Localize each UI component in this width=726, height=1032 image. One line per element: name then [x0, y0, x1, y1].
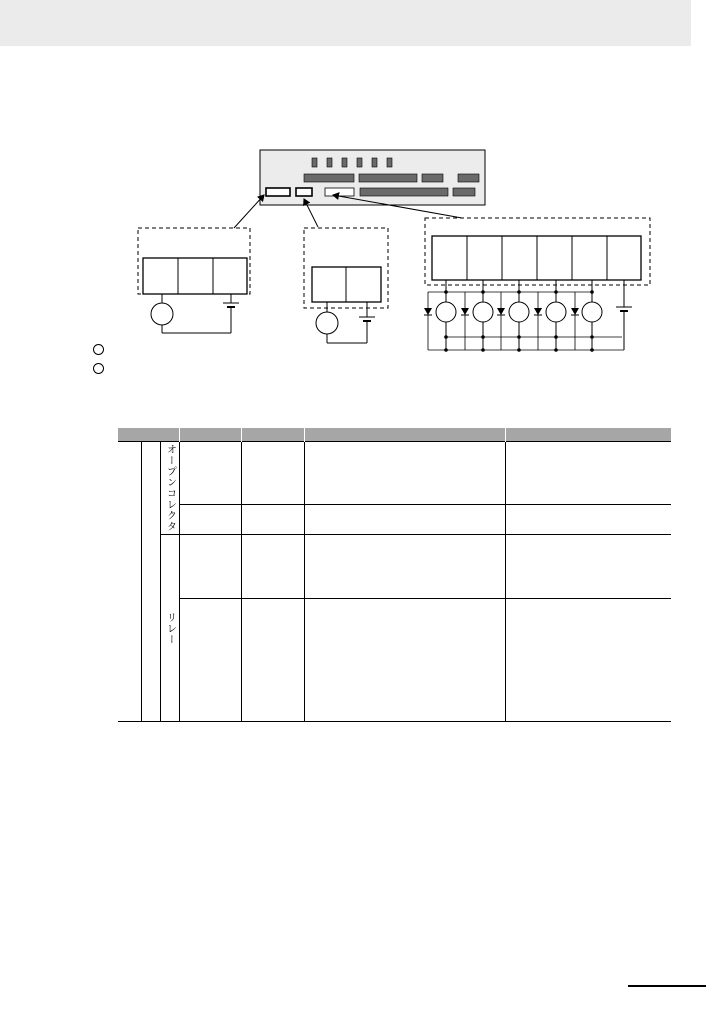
output-channel-4: [534, 280, 566, 352]
load-symbol: [151, 303, 173, 325]
output-channel-1: [424, 280, 456, 352]
open-collector-terminal-block: [325, 188, 354, 196]
inverter-panel: [260, 150, 485, 205]
relay-terminal-block: [266, 188, 290, 196]
table-cell: [179, 504, 241, 534]
table-row: [118, 599, 671, 722]
table-header-row: [118, 428, 671, 442]
table-cell: [179, 535, 241, 599]
output-channel-3: [497, 280, 529, 352]
column-header: [241, 428, 304, 442]
table-cell: [304, 442, 505, 505]
table-row: [118, 535, 671, 599]
second-relay-terminal-block: [296, 188, 312, 196]
table-cell: [241, 504, 304, 534]
column-header: [505, 428, 671, 442]
terminal-group-2: [304, 228, 388, 343]
output-channel-5: [571, 280, 602, 352]
table-cell: [505, 442, 671, 505]
note-bullet-2: [93, 363, 104, 374]
page-number-rule: [628, 985, 706, 987]
column-header: [179, 428, 241, 442]
table-cell: [505, 599, 671, 722]
table-cell: [179, 442, 241, 505]
specification-table: [118, 428, 671, 722]
table-cell: [179, 599, 241, 722]
table-cell: [505, 504, 671, 534]
terminal-group-3: [424, 218, 650, 352]
table-cell: [241, 442, 304, 505]
column-header: [304, 428, 505, 442]
table-row: [118, 504, 671, 534]
table-cell: [505, 535, 671, 599]
terminal-group-1: [138, 228, 250, 333]
group-label-relay: リレー: [164, 611, 176, 645]
table-cell: [304, 504, 505, 534]
column-header: [118, 428, 179, 442]
note-bullet-1: [93, 344, 104, 355]
table-cell: [304, 535, 505, 599]
table-row: [118, 442, 671, 505]
output-channel-2: [461, 280, 493, 352]
table-cell: [304, 599, 505, 722]
table-cell: [241, 599, 304, 722]
group-label-open-collector: オープンコレクタ: [164, 444, 176, 532]
wiring-diagram: [0, 140, 726, 360]
header-bar: [0, 0, 691, 46]
table-cell: [241, 535, 304, 599]
